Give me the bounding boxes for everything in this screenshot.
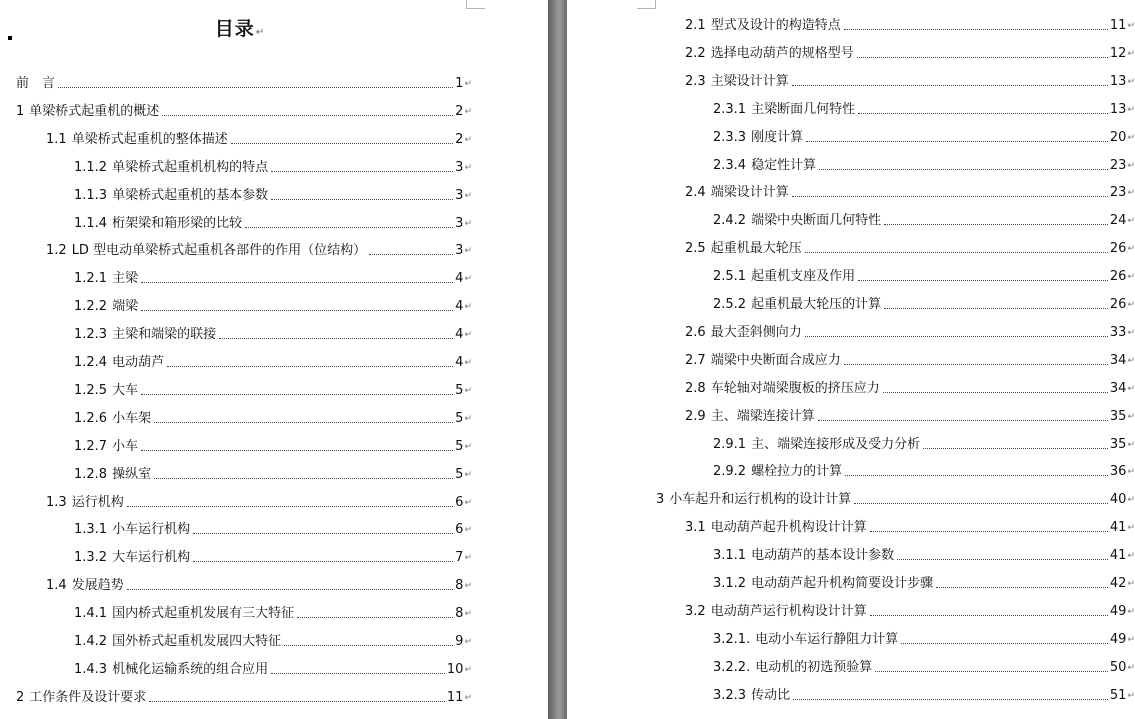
toc-entry-page: 7 bbox=[455, 550, 464, 566]
toc-title bbox=[0, 14, 480, 41]
toc-entry-number: 1.2.3 bbox=[74, 327, 108, 343]
toc-entry-page: 3 bbox=[455, 215, 464, 231]
toc-entry-page: 13 bbox=[1109, 101, 1127, 117]
toc-entry-page: 23 bbox=[1109, 185, 1127, 201]
toc-entry-number: 2.5 bbox=[685, 241, 706, 257]
toc-entry-number: 2.6 bbox=[685, 324, 706, 340]
toc-entry-number: 3.2.1. bbox=[713, 631, 751, 647]
toc-entry[interactable] bbox=[713, 435, 1135, 453]
toc-entry-number: 1.1.3 bbox=[74, 187, 108, 203]
toc-entry-page: 3 bbox=[455, 187, 464, 203]
toc-entry-title: 大车 bbox=[112, 382, 139, 398]
toc-entry-number: 1.2.4 bbox=[74, 355, 108, 370]
toc-entry-page: 12 bbox=[1109, 45, 1127, 61]
toc-entry[interactable] bbox=[74, 381, 472, 399]
toc-entry-title: 型式及设计的构造特点 bbox=[710, 18, 841, 33]
page-gutter bbox=[548, 0, 567, 719]
paragraph-mark: ↵ bbox=[1127, 327, 1135, 338]
toc-entry-title: 小车运行机构 bbox=[112, 522, 191, 538]
toc-entry-title: 起重机最大轮压的计算 bbox=[751, 297, 882, 312]
toc-entry[interactable] bbox=[685, 72, 1135, 90]
toc-entry-page: 41 bbox=[1109, 548, 1127, 564]
toc-entry[interactable] bbox=[713, 128, 1135, 146]
toc-entry[interactable] bbox=[16, 102, 472, 120]
toc-entry-number: 2.3 bbox=[685, 73, 706, 89]
toc-entry-number: 3.2.3 bbox=[713, 687, 747, 703]
toc-entry[interactable] bbox=[685, 16, 1135, 34]
toc-entry[interactable] bbox=[46, 576, 472, 594]
dot-leader bbox=[792, 85, 1108, 86]
toc-entry-title: 主梁 bbox=[112, 271, 139, 287]
paragraph-mark: ↵ bbox=[1127, 634, 1135, 645]
dot-leader bbox=[141, 450, 453, 451]
dot-leader bbox=[923, 448, 1108, 449]
toc-entry[interactable] bbox=[74, 465, 472, 483]
paragraph-mark: ↵ bbox=[464, 274, 472, 285]
toc-entry-number: 2.4.2 bbox=[713, 213, 747, 229]
toc-entry-number: 2.9 bbox=[685, 408, 706, 424]
toc-entry-number: 1.2 bbox=[46, 243, 67, 259]
toc-entry-title: 起重机最大轮压 bbox=[710, 241, 802, 257]
toc-entry-number: 2.2 bbox=[685, 45, 706, 61]
toc-entry[interactable] bbox=[656, 490, 1135, 508]
toc-entry-number: 2.9.2 bbox=[713, 464, 747, 480]
toc-entry-page: 3 bbox=[455, 159, 464, 175]
toc-entry-number: 1.3.2 bbox=[74, 550, 108, 566]
dot-leader bbox=[854, 503, 1108, 504]
toc-entry-title: 电动葫芦运行机构设计计算 bbox=[710, 603, 867, 619]
toc-entry-title: 电动葫芦的基本设计参数 bbox=[751, 548, 895, 564]
toc-entry[interactable] bbox=[74, 604, 472, 622]
paragraph-mark: ↵ bbox=[464, 497, 472, 508]
dot-leader bbox=[154, 422, 453, 423]
toc-entry-page: 5 bbox=[455, 438, 464, 454]
toc-entry-title: 单梁桥式起重机的整体描述 bbox=[71, 131, 228, 147]
dot-leader bbox=[857, 57, 1108, 58]
toc-entry-number: 3 bbox=[656, 492, 665, 508]
dot-leader bbox=[297, 617, 453, 618]
paragraph-mark: ↵ bbox=[464, 553, 472, 564]
toc-entry[interactable] bbox=[713, 630, 1135, 648]
toc-entry-page: 36 bbox=[1109, 464, 1127, 480]
paragraph-mark: ↵ bbox=[464, 302, 472, 313]
dot-leader bbox=[284, 645, 453, 646]
toc-entry-page: 6 bbox=[455, 494, 464, 510]
toc-entry[interactable] bbox=[46, 493, 472, 511]
toc-entry-title: 运行机构 bbox=[71, 494, 124, 510]
toc-entry-number: 1.2.2 bbox=[74, 299, 108, 315]
dot-leader bbox=[845, 475, 1108, 476]
dot-leader bbox=[875, 671, 1108, 672]
paragraph-mark: ↵ bbox=[464, 441, 472, 452]
paragraph-mark: ↵ bbox=[255, 27, 266, 38]
toc-entry-number: 1.4.3 bbox=[74, 661, 108, 677]
paragraph-mark: ↵ bbox=[1127, 690, 1135, 701]
toc-entry[interactable] bbox=[713, 156, 1135, 174]
paragraph-mark: ↵ bbox=[464, 218, 472, 229]
toc-entry-page: 4 bbox=[455, 355, 464, 370]
toc-entry[interactable] bbox=[713, 267, 1135, 285]
dot-leader bbox=[58, 87, 453, 88]
paragraph-mark: ↵ bbox=[464, 246, 472, 257]
toc-entry-page: 26 bbox=[1109, 269, 1127, 285]
paragraph-mark: ↵ bbox=[1127, 104, 1135, 115]
toc-entry[interactable] bbox=[713, 100, 1135, 118]
toc-entry[interactable] bbox=[685, 323, 1135, 341]
toc-entry-number: 2.1 bbox=[685, 18, 706, 33]
toc-entry[interactable] bbox=[713, 462, 1135, 480]
toc-entry-title: 小车架 bbox=[112, 410, 152, 426]
toc-entry-number: 1.1.2 bbox=[74, 159, 108, 175]
toc-entry-number: 1.2.6 bbox=[74, 410, 108, 426]
toc-entry-title: 单梁桥式起重机的概述 bbox=[29, 103, 160, 119]
toc-entry[interactable] bbox=[713, 686, 1135, 704]
toc-entry-title: 大车运行机构 bbox=[112, 550, 191, 566]
toc-entry-page: 23 bbox=[1109, 157, 1127, 173]
dot-leader bbox=[883, 392, 1108, 393]
toc-entry-number: 1.1.4 bbox=[74, 215, 108, 231]
paragraph-mark: ↵ bbox=[1127, 411, 1135, 422]
toc-entry-page: 5 bbox=[455, 466, 464, 482]
dot-leader bbox=[884, 224, 1108, 225]
dot-leader bbox=[231, 143, 453, 144]
paragraph-mark: ↵ bbox=[1127, 216, 1135, 227]
paragraph-mark: ↵ bbox=[464, 609, 472, 620]
paragraph-mark: ↵ bbox=[464, 692, 472, 703]
dot-leader bbox=[149, 701, 445, 702]
toc-entry[interactable] bbox=[685, 518, 1135, 536]
toc-entry-title: 操纵室 bbox=[112, 466, 152, 482]
toc-entry[interactable] bbox=[74, 186, 472, 204]
dot-leader bbox=[219, 338, 453, 339]
dot-leader bbox=[858, 280, 1108, 281]
toc-entry[interactable] bbox=[46, 241, 472, 259]
toc-entry-page: 5 bbox=[455, 382, 464, 398]
toc-entry-title: 桁架梁和箱形梁的比较 bbox=[112, 215, 243, 231]
toc-entry-page: 41 bbox=[1109, 520, 1127, 536]
toc-entry-page: 51 bbox=[1109, 687, 1127, 703]
toc-entry-number: 1.1 bbox=[46, 131, 67, 147]
paragraph-mark: ↵ bbox=[1127, 662, 1135, 673]
paragraph-mark: ↵ bbox=[464, 469, 472, 480]
toc-entry-title: LD 型电动单梁桥式起重机各部件的作用（位结构） bbox=[71, 243, 367, 259]
dot-leader bbox=[369, 254, 453, 255]
dot-leader bbox=[936, 587, 1108, 588]
paragraph-mark: ↵ bbox=[464, 385, 472, 396]
toc-entry-page: 49 bbox=[1109, 631, 1127, 647]
dot-leader bbox=[271, 199, 453, 200]
toc-entry-title: 传动比 bbox=[751, 687, 791, 703]
toc-entry-number: 1.4.1 bbox=[74, 606, 108, 622]
toc-entry-number: 1.2.8 bbox=[74, 466, 108, 482]
paragraph-mark: ↵ bbox=[1127, 244, 1135, 255]
toc-entry-page: 3 bbox=[455, 243, 464, 259]
toc-entry-page: 35 bbox=[1109, 408, 1127, 424]
dot-leader bbox=[127, 506, 453, 507]
toc-entry-page: 4 bbox=[455, 327, 464, 343]
toc-entry-page: 6 bbox=[455, 522, 464, 538]
toc-entry-title: 端梁 bbox=[112, 299, 139, 315]
toc-entry-number: 1 bbox=[16, 103, 25, 119]
toc-entry-title: 小车 bbox=[112, 438, 139, 454]
toc-entry[interactable] bbox=[685, 183, 1135, 201]
dot-leader bbox=[792, 196, 1108, 197]
dot-leader bbox=[805, 252, 1108, 253]
dot-leader bbox=[858, 113, 1108, 114]
toc-entry[interactable] bbox=[16, 74, 472, 92]
toc-entry-number: 1.2.5 bbox=[74, 382, 108, 398]
dot-leader bbox=[870, 615, 1108, 616]
toc-entry-title: 单梁桥式起重机的基本参数 bbox=[112, 187, 269, 203]
toc-entry-title: 端梁中央断面合成应力 bbox=[710, 352, 841, 368]
dot-leader bbox=[793, 699, 1108, 700]
toc-entry[interactable] bbox=[74, 158, 472, 176]
toc-title-text: 目录 bbox=[214, 18, 255, 40]
toc-entry[interactable] bbox=[685, 239, 1135, 257]
toc-entry[interactable] bbox=[74, 520, 472, 538]
toc-entry-title: 端梁中央断面几何特性 bbox=[751, 213, 882, 229]
toc-entry-title: 电动葫芦起升机构简要设计步骤 bbox=[751, 576, 934, 591]
toc-entry-page: 9 bbox=[455, 634, 464, 649]
dot-leader bbox=[193, 533, 453, 534]
toc-entry-page: 11 bbox=[446, 689, 464, 705]
paragraph-mark: ↵ bbox=[464, 581, 472, 592]
paragraph-mark: ↵ bbox=[464, 637, 472, 647]
paragraph-mark: ↵ bbox=[1127, 383, 1135, 394]
crop-mark bbox=[637, 0, 656, 9]
toc-entry-title: 工作条件及设计要求 bbox=[29, 689, 147, 705]
toc-entry-number: 2.9.1 bbox=[713, 436, 747, 452]
paragraph-mark: ↵ bbox=[1127, 551, 1135, 562]
toc-entry-page: 33 bbox=[1109, 324, 1127, 340]
paragraph-mark: ↵ bbox=[1127, 48, 1135, 59]
toc-entry[interactable] bbox=[685, 379, 1135, 397]
toc-entry-page: 10 bbox=[446, 661, 464, 677]
toc-entry-number: 3.1.2 bbox=[713, 576, 747, 591]
toc-entry-page: 34 bbox=[1109, 352, 1127, 368]
toc-entry-title: 电动机的初选预验算 bbox=[755, 659, 873, 675]
toc-entry[interactable] bbox=[713, 295, 1135, 313]
toc-entry[interactable] bbox=[74, 214, 472, 232]
paragraph-mark: ↵ bbox=[1127, 300, 1135, 310]
toc-entry[interactable] bbox=[685, 351, 1135, 369]
paragraph-mark: ↵ bbox=[1127, 439, 1135, 450]
toc-entry-number: 2.3.4 bbox=[713, 157, 747, 173]
toc-entry-page: 50 bbox=[1109, 659, 1127, 675]
paragraph-mark: ↵ bbox=[464, 79, 472, 89]
toc-entry[interactable] bbox=[74, 297, 472, 315]
document-page-right bbox=[567, 0, 1135, 719]
toc-entry-number: 2.4 bbox=[685, 185, 706, 201]
dot-leader bbox=[154, 478, 453, 479]
dot-leader bbox=[141, 310, 453, 311]
toc-entry[interactable] bbox=[713, 546, 1135, 564]
toc-entry[interactable] bbox=[46, 130, 472, 148]
toc-entry-page: 40 bbox=[1109, 492, 1127, 508]
dot-leader bbox=[271, 171, 453, 172]
toc-entry[interactable] bbox=[713, 574, 1135, 592]
paragraph-mark: ↵ bbox=[464, 106, 472, 117]
paragraph-mark: ↵ bbox=[1127, 523, 1135, 534]
toc-entry-number: 前 言 bbox=[16, 76, 56, 91]
paragraph-mark: ↵ bbox=[1127, 160, 1135, 171]
dot-leader bbox=[844, 364, 1108, 365]
toc-entry-number: 1.4 bbox=[46, 578, 67, 594]
dot-leader bbox=[870, 531, 1108, 532]
toc-entry-number: 2.5.2 bbox=[713, 297, 747, 312]
toc-entry-title: 单梁桥式起重机机构的特点 bbox=[112, 159, 269, 175]
toc-entry-page: 2 bbox=[455, 131, 464, 147]
toc-entry-title: 选择电动葫芦的规格型号 bbox=[710, 45, 854, 61]
toc-entry-page: 20 bbox=[1109, 129, 1127, 145]
toc-entry-page: 4 bbox=[455, 299, 464, 315]
paragraph-mark: ↵ bbox=[1127, 21, 1135, 31]
dot-leader bbox=[141, 394, 453, 395]
paragraph-mark: ↵ bbox=[1127, 76, 1135, 87]
toc-entry-number: 1.2.1 bbox=[74, 271, 108, 287]
toc-entry-number: 3.2.2. bbox=[713, 659, 751, 675]
toc-entry-number: 2.8 bbox=[685, 380, 706, 396]
paragraph-mark: ↵ bbox=[464, 525, 472, 536]
toc-entry-page: 8 bbox=[455, 606, 464, 622]
toc-entry-title: 主梁设计计算 bbox=[710, 73, 789, 89]
paragraph-mark: ↵ bbox=[464, 664, 472, 675]
toc-entry-title: 最大歪斜侧向力 bbox=[710, 324, 802, 340]
dot-leader bbox=[819, 169, 1108, 170]
dot-leader bbox=[127, 589, 453, 590]
toc-entry[interactable] bbox=[713, 211, 1135, 229]
dot-leader bbox=[193, 561, 453, 562]
toc-entry-number: 1.3 bbox=[46, 494, 67, 510]
paragraph-mark: ↵ bbox=[1127, 495, 1135, 506]
toc-entry-number: 2.7 bbox=[685, 352, 706, 368]
toc-entry[interactable] bbox=[74, 409, 472, 427]
paragraph-mark: ↵ bbox=[1127, 467, 1135, 478]
toc-entry-page: 5 bbox=[455, 410, 464, 426]
toc-entry[interactable] bbox=[16, 688, 472, 706]
document-page-left bbox=[0, 0, 548, 719]
paragraph-mark: ↵ bbox=[464, 358, 472, 368]
toc-entry-number: 2.5.1 bbox=[713, 269, 747, 285]
toc-entry[interactable] bbox=[685, 44, 1135, 62]
toc-entry-title: 国内桥式起重机发展有三大特征 bbox=[112, 606, 295, 622]
toc-entry-page: 8 bbox=[455, 578, 464, 594]
toc-entry-title: 稳定性计算 bbox=[751, 157, 817, 173]
dot-leader bbox=[271, 673, 445, 674]
paragraph-mark: ↵ bbox=[464, 413, 472, 424]
dot-leader bbox=[818, 420, 1108, 421]
toc-entry-title: 电动葫芦 bbox=[112, 355, 165, 370]
toc-entry[interactable] bbox=[74, 353, 472, 371]
toc-entry-page: 42 bbox=[1109, 576, 1127, 591]
toc-entry-number: 3.2 bbox=[685, 603, 706, 619]
toc-entry-title: 主、端梁连接计算 bbox=[710, 408, 815, 424]
toc-entry-title: 国外桥式起重机发展四大特征 bbox=[112, 634, 282, 649]
toc-entry-page: 34 bbox=[1109, 380, 1127, 396]
toc-entry-page: 2 bbox=[455, 103, 464, 119]
paragraph-mark: ↵ bbox=[1127, 579, 1135, 589]
paragraph-mark: ↵ bbox=[464, 190, 472, 201]
toc-entry-title: 主梁和端梁的联接 bbox=[112, 327, 217, 343]
toc-entry-page: 4 bbox=[455, 271, 464, 287]
toc-entry[interactable] bbox=[713, 658, 1135, 676]
dot-leader bbox=[141, 282, 453, 283]
toc-entry-page: 35 bbox=[1109, 436, 1127, 452]
dot-leader bbox=[806, 141, 1108, 142]
toc-entry-title: 主梁断面几何特性 bbox=[751, 101, 856, 117]
dot-leader bbox=[805, 336, 1108, 337]
toc-entry-page: 1 bbox=[455, 76, 464, 91]
paragraph-mark: ↵ bbox=[464, 330, 472, 341]
toc-entry[interactable] bbox=[74, 325, 472, 343]
toc-entry[interactable] bbox=[685, 407, 1135, 425]
toc-entry-page: 13 bbox=[1109, 73, 1127, 89]
dot-leader bbox=[844, 29, 1108, 30]
toc-entry-title: 电动葫芦起升机构设计计算 bbox=[710, 520, 867, 536]
toc-entry-page: 49 bbox=[1109, 603, 1127, 619]
toc-entry-title: 小车起升和运行机构的设计计算 bbox=[669, 492, 852, 508]
dot-leader bbox=[167, 366, 453, 367]
toc-entry-number: 2.3.3 bbox=[713, 129, 747, 145]
paragraph-mark: ↵ bbox=[1127, 132, 1135, 143]
paragraph-mark: ↵ bbox=[464, 134, 472, 145]
toc-entry-title: 螺栓拉力的计算 bbox=[751, 464, 843, 480]
toc-entry-title: 端梁设计计算 bbox=[710, 185, 789, 201]
paragraph-mark: ↵ bbox=[464, 162, 472, 173]
toc-entry-number: 1.4.2 bbox=[74, 634, 108, 649]
toc-entry-number: 2 bbox=[16, 689, 25, 705]
toc-entry-number: 3.1.1 bbox=[713, 548, 747, 564]
paragraph-mark: ↵ bbox=[1127, 606, 1135, 617]
toc-entry[interactable] bbox=[74, 269, 472, 287]
toc-entry-title: 刚度计算 bbox=[751, 129, 804, 145]
toc-entry-page: 26 bbox=[1109, 297, 1127, 312]
dot-leader bbox=[901, 643, 1108, 644]
toc-entry-page: 11 bbox=[1109, 18, 1127, 33]
toc-entry-title: 车轮轴对端梁腹板的挤压应力 bbox=[710, 380, 880, 396]
toc-entry[interactable] bbox=[685, 602, 1135, 620]
toc-entry[interactable] bbox=[74, 437, 472, 455]
crop-mark bbox=[466, 0, 485, 9]
paragraph-mark: ↵ bbox=[1127, 272, 1135, 283]
toc-entry-number: 2.3.1 bbox=[713, 101, 747, 117]
paragraph-mark: ↵ bbox=[1127, 188, 1135, 199]
dot-leader bbox=[245, 227, 453, 228]
toc-entry[interactable] bbox=[74, 548, 472, 566]
toc-entry-title: 发展趋势 bbox=[71, 578, 124, 594]
dot-leader bbox=[884, 308, 1108, 309]
toc-entry-title: 起重机支座及作用 bbox=[751, 269, 856, 285]
toc-entry-number: 1.3.1 bbox=[74, 522, 108, 538]
toc-entry-page: 26 bbox=[1109, 241, 1127, 257]
toc-entry-title: 电动小车运行静阻力计算 bbox=[755, 631, 899, 647]
toc-entry-page: 24 bbox=[1109, 213, 1127, 229]
toc-entry-number: 3.1 bbox=[685, 520, 706, 536]
toc-entry-title: 机械化运输系统的组合应用 bbox=[112, 661, 269, 677]
toc-entry[interactable] bbox=[74, 632, 472, 650]
dot-leader bbox=[897, 559, 1108, 560]
toc-entry-title: 主、端梁连接形成及受力分析 bbox=[751, 436, 921, 452]
toc-entry[interactable] bbox=[74, 660, 472, 678]
dot-leader bbox=[162, 115, 453, 116]
paragraph-mark: ↵ bbox=[1127, 355, 1135, 366]
toc-entry-number: 1.2.7 bbox=[74, 438, 108, 454]
